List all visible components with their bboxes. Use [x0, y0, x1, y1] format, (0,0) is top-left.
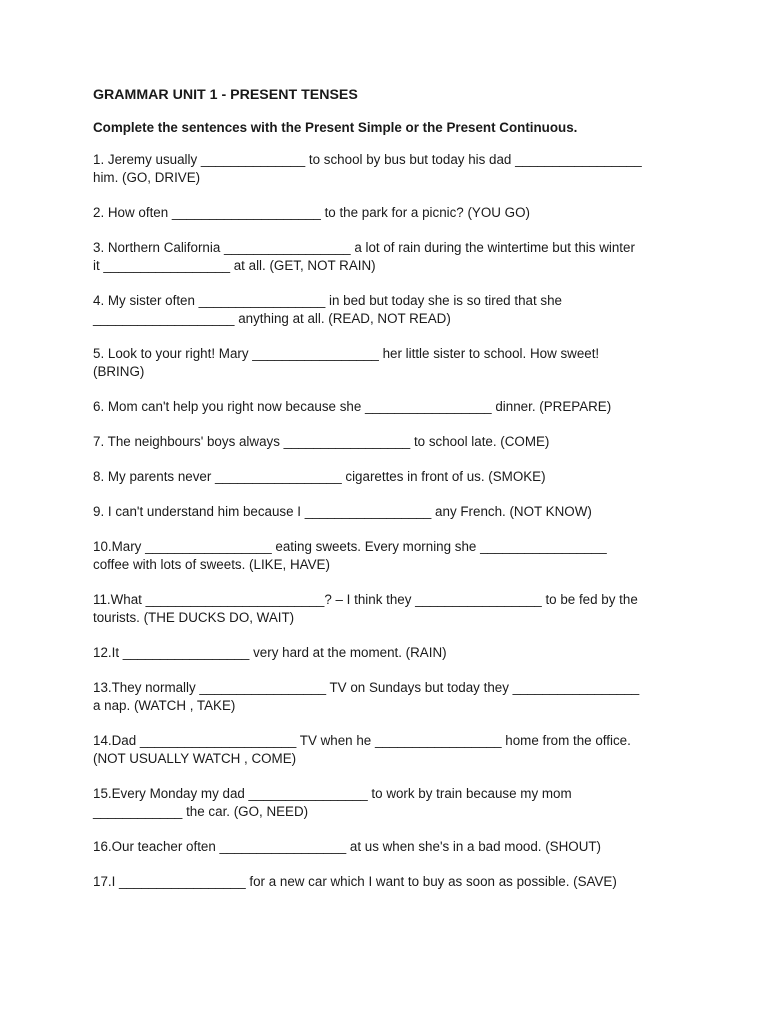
exercise-item — [93, 239, 693, 275]
exercise-line: coffee with lots of sweets. (LIKE, HAVE) — [93, 557, 330, 572]
exercise-line: 11.What ________________________? – I think they _________________ to be fed by the — [93, 592, 638, 607]
exercise-line: 17.I _________________ for a new car which I want to buy as soon as possible. (SAVE) — [93, 874, 617, 889]
exercise-line: 4. My sister often _________________ in bed but today she is so tired that she — [93, 293, 562, 308]
exercise-line: 16.Our teacher often _________________ at us when she's in a bad mood. (SHOUT) — [93, 839, 602, 854]
exercise-item — [93, 204, 693, 222]
exercise-line: 1. Jeremy usually ______________ to school by bus but today his dad _________________ — [93, 152, 642, 167]
exercise-item — [93, 591, 693, 627]
exercise-line: 14.Dad _____________________ TV when he _________________ home from the office. — [93, 733, 631, 748]
exercise-line: (BRING) — [93, 364, 145, 379]
exercise-item — [93, 785, 693, 821]
exercise-item — [93, 838, 693, 856]
exercise-line: 9. I can't understand him because I _________________ any French. (NOT KNOW) — [93, 504, 592, 519]
exercise-line: (NOT USUALLY WATCH , COME) — [93, 751, 297, 766]
exercise-item — [93, 433, 693, 451]
exercise-item — [93, 679, 693, 715]
exercise-line: 3. Northern California _________________ a lot of rain during the wintertime but this winter — [93, 240, 635, 255]
exercise-item — [93, 151, 693, 187]
exercise-item — [93, 732, 693, 768]
worksheet — [93, 86, 693, 908]
exercise-line: 10.Mary _________________ eating sweets. Every morning she _________________ — [93, 539, 607, 554]
instruction-text: Complete the sentences with the Present Simple or the Present Continuous. — [93, 120, 578, 135]
exercise-item — [93, 644, 693, 662]
exercise-line: 2. How often ____________________ to the park for a picnic? (YOU GO) — [93, 205, 530, 220]
exercise-item — [93, 873, 693, 891]
exercise-line: him. (GO, DRIVE) — [93, 170, 201, 185]
exercise-item — [93, 292, 693, 328]
exercise-line: 7. The neighbours' boys always _________________ to school late. (COME) — [93, 434, 550, 449]
exercise-line: ____________ the car. (GO, NEED) — [93, 804, 309, 819]
exercise-line: 12.It _________________ very hard at the moment. (RAIN) — [93, 645, 447, 660]
exercise-line: 6. Mom can't help you right now because she _________________ dinner. (PREPARE) — [93, 399, 612, 414]
exercise-line: ___________________ anything at all. (READ, NOT READ) — [93, 311, 451, 326]
page-title: GRAMMAR UNIT 1 - PRESENT TENSES — [93, 87, 358, 103]
exercise-item — [93, 468, 693, 486]
exercise-line: 5. Look to your right! Mary _________________ her little sister to school. How sweet! — [93, 346, 600, 361]
exercise-item — [93, 538, 693, 574]
exercise-line: tourists. (THE DUCKS DO, WAIT) — [93, 610, 295, 625]
exercise-line: a nap. (WATCH , TAKE) — [93, 698, 236, 713]
exercise-line: it _________________ at all. (GET, NOT RAIN) — [93, 258, 376, 273]
exercise-line: 13.They normally _________________ TV on Sundays but today they _________________ — [93, 680, 640, 695]
exercise-line: 15.Every Monday my dad ________________ to work by train because my mom — [93, 786, 572, 801]
exercise-item — [93, 398, 693, 416]
exercise-list — [93, 151, 693, 891]
exercise-item — [93, 503, 693, 521]
exercise-item — [93, 345, 693, 381]
exercise-line: 8. My parents never _________________ cigarettes in front of us. (SMOKE) — [93, 469, 546, 484]
